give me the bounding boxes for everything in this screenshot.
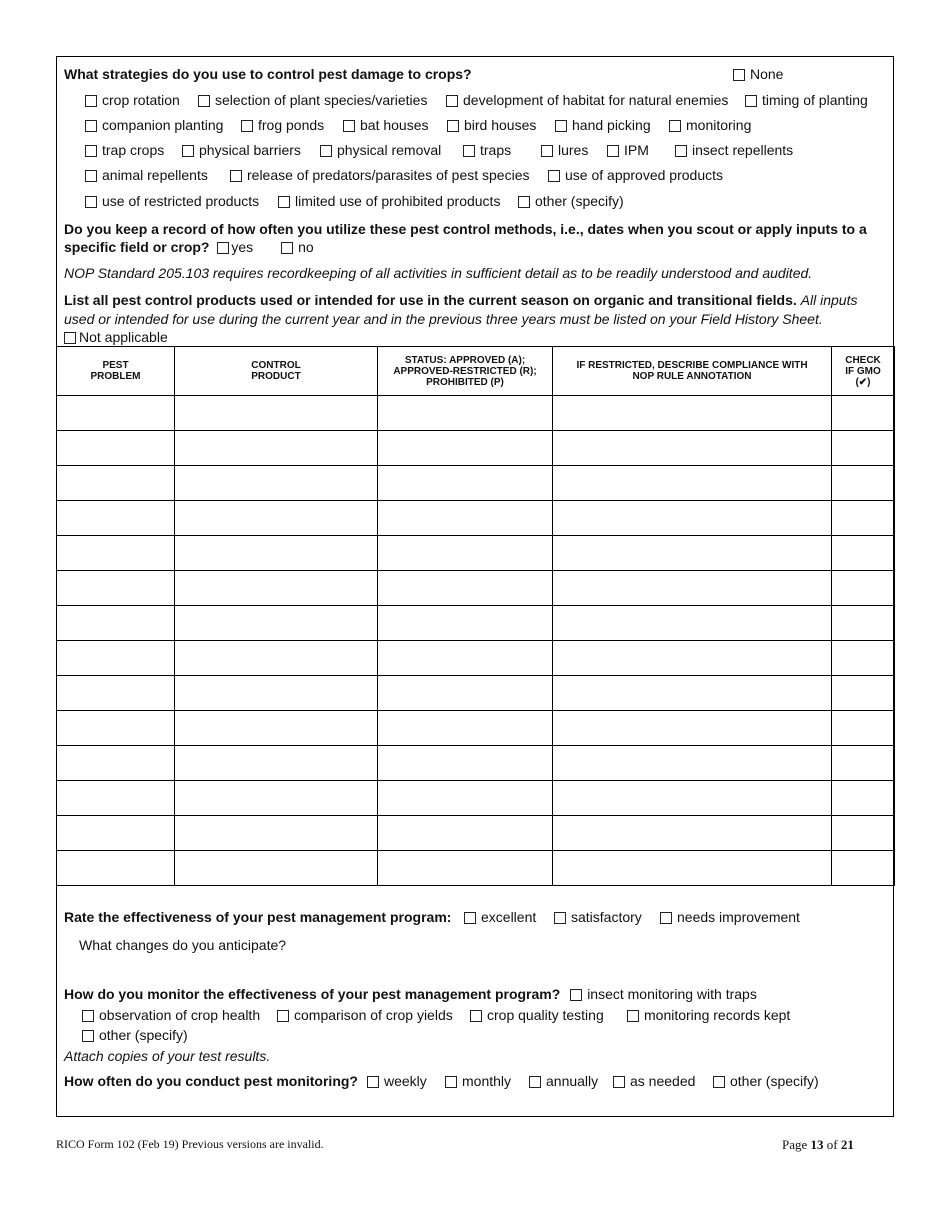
table-cell[interactable] bbox=[57, 711, 175, 746]
ipm-label: IPM bbox=[624, 142, 649, 158]
option-observation-of-crop-health[interactable] bbox=[82, 1007, 260, 1023]
table-row bbox=[57, 851, 895, 886]
table-cell[interactable] bbox=[832, 746, 895, 781]
table-cell[interactable] bbox=[378, 816, 553, 851]
table-cell[interactable] bbox=[832, 501, 895, 536]
trap-crops-label: trap crops bbox=[102, 142, 165, 158]
page-total: 21 bbox=[840, 1137, 854, 1152]
option-ipm[interactable] bbox=[607, 142, 649, 158]
option-as-needed[interactable] bbox=[613, 1073, 695, 1089]
none-label: None bbox=[750, 66, 784, 82]
monitor-traps-label: insect monitoring with traps bbox=[587, 986, 757, 1002]
table-cell[interactable] bbox=[832, 606, 895, 641]
timing-of-planting-label: timing of planting bbox=[762, 92, 868, 108]
table-cell[interactable] bbox=[378, 746, 553, 781]
option-trap-crops[interactable] bbox=[85, 142, 164, 158]
bird-houses-label: bird houses bbox=[464, 117, 537, 133]
table-cell[interactable] bbox=[553, 571, 832, 606]
trap-crops-checkbox[interactable] bbox=[85, 145, 97, 157]
table-cell[interactable] bbox=[553, 641, 832, 676]
release-of-predators-parasites-of-pest-species-label: release of predators/parasites of pest species bbox=[247, 167, 530, 183]
nop-note: NOP Standard 205.103 requires recordkeeping of all activities in sufficient detail as to be readily understood and audited. bbox=[64, 265, 813, 281]
page-number bbox=[782, 1137, 854, 1153]
table-cell[interactable] bbox=[175, 501, 378, 536]
animal-repellents-checkbox[interactable] bbox=[85, 170, 97, 182]
physical-removal-checkbox[interactable] bbox=[320, 145, 332, 157]
page-prefix: Page bbox=[782, 1137, 808, 1152]
table-cell[interactable] bbox=[57, 676, 175, 711]
table-cell[interactable] bbox=[175, 711, 378, 746]
table-cell[interactable] bbox=[378, 396, 553, 431]
table-cell[interactable] bbox=[175, 781, 378, 816]
satisfactory-checkbox[interactable] bbox=[554, 912, 566, 924]
bat-houses-checkbox[interactable] bbox=[343, 120, 355, 132]
as-needed-label: as needed bbox=[630, 1073, 696, 1089]
traps-checkbox[interactable] bbox=[463, 145, 475, 157]
record-question: Do you keep a record of how often you utilize these pest control methods, i.e., dates when you scout or apply inputs to a bbox=[64, 221, 867, 237]
option-hand-picking[interactable] bbox=[555, 117, 651, 133]
table-cell[interactable] bbox=[832, 711, 895, 746]
column-header-line: STATUS: APPROVED (A); bbox=[404, 354, 526, 366]
none-checkbox[interactable] bbox=[733, 69, 745, 81]
table-cell[interactable] bbox=[832, 851, 895, 886]
table-cell[interactable] bbox=[175, 536, 378, 571]
traps-label: traps bbox=[480, 142, 512, 158]
bat-houses-label: bat houses bbox=[360, 117, 429, 133]
column-header-line: CONTROL bbox=[251, 360, 301, 371]
annually-checkbox[interactable] bbox=[529, 1076, 541, 1088]
table-cell[interactable] bbox=[378, 711, 553, 746]
attach-note: Attach copies of your test results. bbox=[64, 1048, 271, 1064]
comparison-of-crop-yields-checkbox[interactable] bbox=[277, 1010, 289, 1022]
insect-repellents-label: insect repellents bbox=[692, 142, 794, 158]
ipm-checkbox[interactable] bbox=[607, 145, 619, 157]
selection-of-plant-species-varieties-label: selection of plant species/varieties bbox=[215, 92, 428, 108]
option-annually[interactable] bbox=[529, 1073, 598, 1089]
table-cell[interactable] bbox=[378, 536, 553, 571]
record-yes-label: yes bbox=[231, 239, 254, 255]
column-header bbox=[57, 347, 175, 396]
table-cell[interactable] bbox=[57, 501, 175, 536]
strategies-question: What strategies do you use to control pest damage to crops? bbox=[64, 66, 472, 82]
option-traps[interactable] bbox=[463, 142, 511, 158]
effectiveness-line bbox=[64, 909, 451, 925]
table-cell[interactable] bbox=[57, 816, 175, 851]
frequency-question: How often do you conduct pest monitoring? bbox=[64, 1073, 358, 1089]
table-cell[interactable] bbox=[175, 431, 378, 466]
needs-improvement-label: needs improvement bbox=[677, 909, 800, 925]
table-cell[interactable] bbox=[378, 466, 553, 501]
effectiveness-question: Rate the effectiveness of your pest management program: bbox=[64, 909, 452, 925]
table-row bbox=[57, 571, 895, 606]
use-of-approved-products-label: use of approved products bbox=[565, 167, 723, 183]
crop-quality-testing-label: crop quality testing bbox=[487, 1007, 604, 1023]
option-crop-rotation[interactable] bbox=[85, 92, 180, 108]
option-monitoring-records-kept[interactable] bbox=[627, 1007, 790, 1023]
table-cell[interactable] bbox=[57, 781, 175, 816]
table-row bbox=[57, 816, 895, 851]
table-cell[interactable] bbox=[175, 571, 378, 606]
column-header-line: APPROVED-RESTRICTED (R); bbox=[393, 365, 537, 377]
physical-barriers-label: physical barriers bbox=[199, 142, 301, 158]
table-cell[interactable] bbox=[832, 466, 895, 501]
column-header-line: PROHIBITED (P) bbox=[426, 376, 504, 388]
option-physical-removal[interactable] bbox=[320, 142, 441, 158]
option-companion-planting[interactable] bbox=[85, 117, 223, 133]
table-cell[interactable] bbox=[378, 606, 553, 641]
timing-of-planting-checkbox[interactable] bbox=[745, 95, 757, 107]
option-use-of-restricted-products[interactable] bbox=[85, 193, 259, 209]
option-release-of-predators-parasites-of-pest-species[interactable] bbox=[230, 167, 530, 183]
frog-ponds-checkbox[interactable] bbox=[241, 120, 253, 132]
table-cell[interactable] bbox=[57, 431, 175, 466]
option-selection-of-plant-species-varieties[interactable] bbox=[198, 92, 427, 108]
table-row bbox=[57, 431, 895, 466]
table-cell[interactable] bbox=[553, 466, 832, 501]
products-instruction-line2: used or intended for use during the current year and in the previous three years must be listed on your Field History Sheet. bbox=[64, 311, 823, 327]
column-header-line: CHECK bbox=[845, 354, 881, 366]
table-header-row bbox=[57, 347, 895, 396]
monitoring-label: monitoring bbox=[686, 117, 752, 133]
table-row bbox=[57, 466, 895, 501]
table-cell[interactable] bbox=[553, 711, 832, 746]
table-cell[interactable] bbox=[175, 851, 378, 886]
table-cell[interactable] bbox=[553, 851, 832, 886]
monitor-traps-checkbox[interactable] bbox=[570, 989, 582, 1001]
table-cell[interactable] bbox=[832, 431, 895, 466]
form-footer: RICO Form 102 (Feb 19) Previous versions are invalid. bbox=[56, 1137, 324, 1151]
table-cell[interactable] bbox=[57, 396, 175, 431]
column-header-line: PROBLEM bbox=[90, 371, 141, 382]
table-cell[interactable] bbox=[553, 816, 832, 851]
products-instruction-bold: List all pest control products used or intended for use in the current season on organic and transitional fields. bbox=[64, 292, 797, 308]
option-monthly[interactable] bbox=[445, 1073, 511, 1089]
column-header-line: (✔) bbox=[855, 376, 871, 388]
option-other-specify[interactable] bbox=[713, 1073, 819, 1089]
record-answer-line bbox=[64, 239, 314, 255]
table-cell[interactable] bbox=[553, 676, 832, 711]
option-crop-quality-testing[interactable] bbox=[470, 1007, 604, 1023]
as-needed-checkbox[interactable] bbox=[613, 1076, 625, 1088]
development-of-habitat-for-natural-enemies-checkbox[interactable] bbox=[446, 95, 458, 107]
crop-rotation-label: crop rotation bbox=[102, 92, 180, 108]
option-excellent[interactable] bbox=[464, 909, 536, 925]
column-header-line: IF RESTRICTED, DESCRIBE COMPLIANCE WITH bbox=[576, 360, 808, 371]
selection-of-plant-species-varieties-checkbox[interactable] bbox=[198, 95, 210, 107]
products-instruction-line1 bbox=[64, 292, 857, 308]
table-cell[interactable] bbox=[57, 641, 175, 676]
table-cell[interactable] bbox=[175, 606, 378, 641]
table-cell[interactable] bbox=[57, 746, 175, 781]
table-cell[interactable] bbox=[378, 641, 553, 676]
other-specify-label: other (specify) bbox=[730, 1073, 819, 1089]
monthly-label: monthly bbox=[462, 1073, 512, 1089]
table-row bbox=[57, 781, 895, 816]
lures-label: lures bbox=[558, 142, 589, 158]
option-physical-barriers[interactable] bbox=[182, 142, 301, 158]
table-row bbox=[57, 501, 895, 536]
monitor-other-label: other (specify) bbox=[99, 1027, 188, 1043]
table-cell[interactable] bbox=[175, 466, 378, 501]
table-cell[interactable] bbox=[832, 676, 895, 711]
table-row bbox=[57, 641, 895, 676]
record-no-label: no bbox=[298, 239, 314, 255]
monitoring-records-kept-label: monitoring records kept bbox=[644, 1007, 791, 1023]
column-header-line: PEST bbox=[102, 360, 129, 371]
table-cell[interactable] bbox=[175, 676, 378, 711]
option-use-of-approved-products[interactable] bbox=[548, 167, 723, 183]
none-option[interactable] bbox=[733, 66, 783, 82]
bird-houses-checkbox[interactable] bbox=[447, 120, 459, 132]
table-cell[interactable] bbox=[553, 536, 832, 571]
limited-use-of-prohibited-products-label: limited use of prohibited products bbox=[295, 193, 501, 209]
option-monitoring[interactable] bbox=[669, 117, 751, 133]
option-timing-of-planting[interactable] bbox=[745, 92, 868, 108]
hand-picking-label: hand picking bbox=[572, 117, 651, 133]
monitor-other-checkbox[interactable] bbox=[82, 1030, 94, 1042]
companion-planting-checkbox[interactable] bbox=[85, 120, 97, 132]
table-cell[interactable] bbox=[832, 641, 895, 676]
column-header-line: IF GMO bbox=[845, 365, 881, 377]
option-limited-use-of-prohibited-products[interactable] bbox=[278, 193, 500, 209]
physical-barriers-checkbox[interactable] bbox=[182, 145, 194, 157]
column-header bbox=[175, 347, 378, 396]
table-cell[interactable] bbox=[378, 781, 553, 816]
observation-of-crop-health-checkbox[interactable] bbox=[82, 1010, 94, 1022]
table-cell[interactable] bbox=[832, 816, 895, 851]
table-cell[interactable] bbox=[378, 501, 553, 536]
record-yes-checkbox[interactable] bbox=[217, 242, 229, 254]
other-specify-label: other (specify) bbox=[535, 193, 624, 209]
pest-products-table bbox=[56, 346, 895, 886]
not-applicable-checkbox[interactable] bbox=[64, 332, 76, 344]
table-cell[interactable] bbox=[378, 431, 553, 466]
not-applicable-option[interactable] bbox=[64, 329, 168, 345]
table-cell[interactable] bbox=[57, 536, 175, 571]
crop-quality-testing-checkbox[interactable] bbox=[470, 1010, 482, 1022]
monitor-line bbox=[64, 986, 757, 1002]
changes-question: What changes do you anticipate? bbox=[79, 937, 287, 953]
development-of-habitat-for-natural-enemies-label: development of habitat for natural enemies bbox=[463, 92, 729, 108]
companion-planting-label: companion planting bbox=[102, 117, 224, 133]
record-no-checkbox[interactable] bbox=[281, 242, 293, 254]
table-cell[interactable] bbox=[378, 851, 553, 886]
option-development-of-habitat-for-natural-enemies[interactable] bbox=[446, 92, 728, 108]
column-header bbox=[832, 347, 895, 396]
excellent-checkbox[interactable] bbox=[464, 912, 476, 924]
monitoring-checkbox[interactable] bbox=[669, 120, 681, 132]
insect-repellents-checkbox[interactable] bbox=[675, 145, 687, 157]
frog-ponds-label: frog ponds bbox=[258, 117, 325, 133]
option-comparison-of-crop-yields[interactable] bbox=[277, 1007, 453, 1023]
annually-label: annually bbox=[546, 1073, 599, 1089]
weekly-checkbox[interactable] bbox=[367, 1076, 379, 1088]
lures-checkbox[interactable] bbox=[541, 145, 553, 157]
table-cell[interactable] bbox=[378, 571, 553, 606]
use-of-restricted-products-checkbox[interactable] bbox=[85, 196, 97, 208]
column-header bbox=[378, 347, 553, 396]
record-question-line2: specific field or crop? bbox=[64, 239, 210, 255]
weekly-label: weekly bbox=[384, 1073, 427, 1089]
table-cell[interactable] bbox=[553, 746, 832, 781]
table-row bbox=[57, 676, 895, 711]
hand-picking-checkbox[interactable] bbox=[555, 120, 567, 132]
option-lures[interactable] bbox=[541, 142, 588, 158]
table-row bbox=[57, 396, 895, 431]
monitoring-records-kept-checkbox[interactable] bbox=[627, 1010, 639, 1022]
table-row bbox=[57, 711, 895, 746]
option-other-specify[interactable] bbox=[518, 193, 624, 209]
option-insect-repellents[interactable] bbox=[675, 142, 793, 158]
products-instruction-italic-1: All inputs bbox=[800, 292, 858, 308]
table-cell[interactable] bbox=[175, 641, 378, 676]
option-frog-ponds[interactable] bbox=[241, 117, 324, 133]
excellent-label: excellent bbox=[481, 909, 537, 925]
table-body bbox=[57, 396, 895, 886]
page-of: of bbox=[826, 1137, 838, 1152]
satisfactory-label: satisfactory bbox=[571, 909, 642, 925]
monthly-checkbox[interactable] bbox=[445, 1076, 457, 1088]
option-animal-repellents[interactable] bbox=[85, 167, 208, 183]
column-header bbox=[553, 347, 832, 396]
use-of-approved-products-checkbox[interactable] bbox=[548, 170, 560, 182]
monitor-question: How do you monitor the effectiveness of your pest management program? bbox=[64, 986, 561, 1002]
column-header-line: NOP RULE ANNOTATION bbox=[632, 371, 752, 382]
other-specify-checkbox[interactable] bbox=[713, 1076, 725, 1088]
limited-use-of-prohibited-products-checkbox[interactable] bbox=[278, 196, 290, 208]
option-weekly[interactable] bbox=[367, 1073, 427, 1089]
needs-improvement-checkbox[interactable] bbox=[660, 912, 672, 924]
table-cell[interactable] bbox=[57, 466, 175, 501]
table-cell[interactable] bbox=[553, 431, 832, 466]
option-bird-houses[interactable] bbox=[447, 117, 536, 133]
table-cell[interactable] bbox=[175, 746, 378, 781]
table-cell[interactable] bbox=[175, 816, 378, 851]
option-bat-houses[interactable] bbox=[343, 117, 429, 133]
table-cell[interactable] bbox=[832, 536, 895, 571]
physical-removal-label: physical removal bbox=[337, 142, 442, 158]
table-cell[interactable] bbox=[378, 676, 553, 711]
page-current: 13 bbox=[810, 1137, 824, 1152]
table-cell[interactable] bbox=[553, 781, 832, 816]
table-row bbox=[57, 606, 895, 641]
option-satisfactory[interactable] bbox=[554, 909, 642, 925]
table-row bbox=[57, 536, 895, 571]
table-cell[interactable] bbox=[832, 781, 895, 816]
observation-of-crop-health-label: observation of crop health bbox=[99, 1007, 261, 1023]
table-cell[interactable] bbox=[57, 606, 175, 641]
table-cell[interactable] bbox=[832, 571, 895, 606]
monitor-other-option[interactable] bbox=[82, 1027, 188, 1043]
table-cell[interactable] bbox=[175, 396, 378, 431]
table-cell[interactable] bbox=[832, 396, 895, 431]
option-needs-improvement[interactable] bbox=[660, 909, 800, 925]
table-cell[interactable] bbox=[553, 606, 832, 641]
animal-repellents-label: animal repellents bbox=[102, 167, 208, 183]
table-cell[interactable] bbox=[553, 501, 832, 536]
table-row bbox=[57, 746, 895, 781]
column-header-line: PRODUCT bbox=[251, 371, 301, 382]
comparison-of-crop-yields-label: comparison of crop yields bbox=[294, 1007, 453, 1023]
release-of-predators-parasites-of-pest-species-checkbox[interactable] bbox=[230, 170, 242, 182]
use-of-restricted-products-label: use of restricted products bbox=[102, 193, 260, 209]
table-cell[interactable] bbox=[553, 396, 832, 431]
not-applicable-label: Not applicable bbox=[79, 329, 168, 345]
table-cell[interactable] bbox=[57, 571, 175, 606]
crop-rotation-checkbox[interactable] bbox=[85, 95, 97, 107]
other-specify-checkbox[interactable] bbox=[518, 196, 530, 208]
table-cell[interactable] bbox=[57, 851, 175, 886]
